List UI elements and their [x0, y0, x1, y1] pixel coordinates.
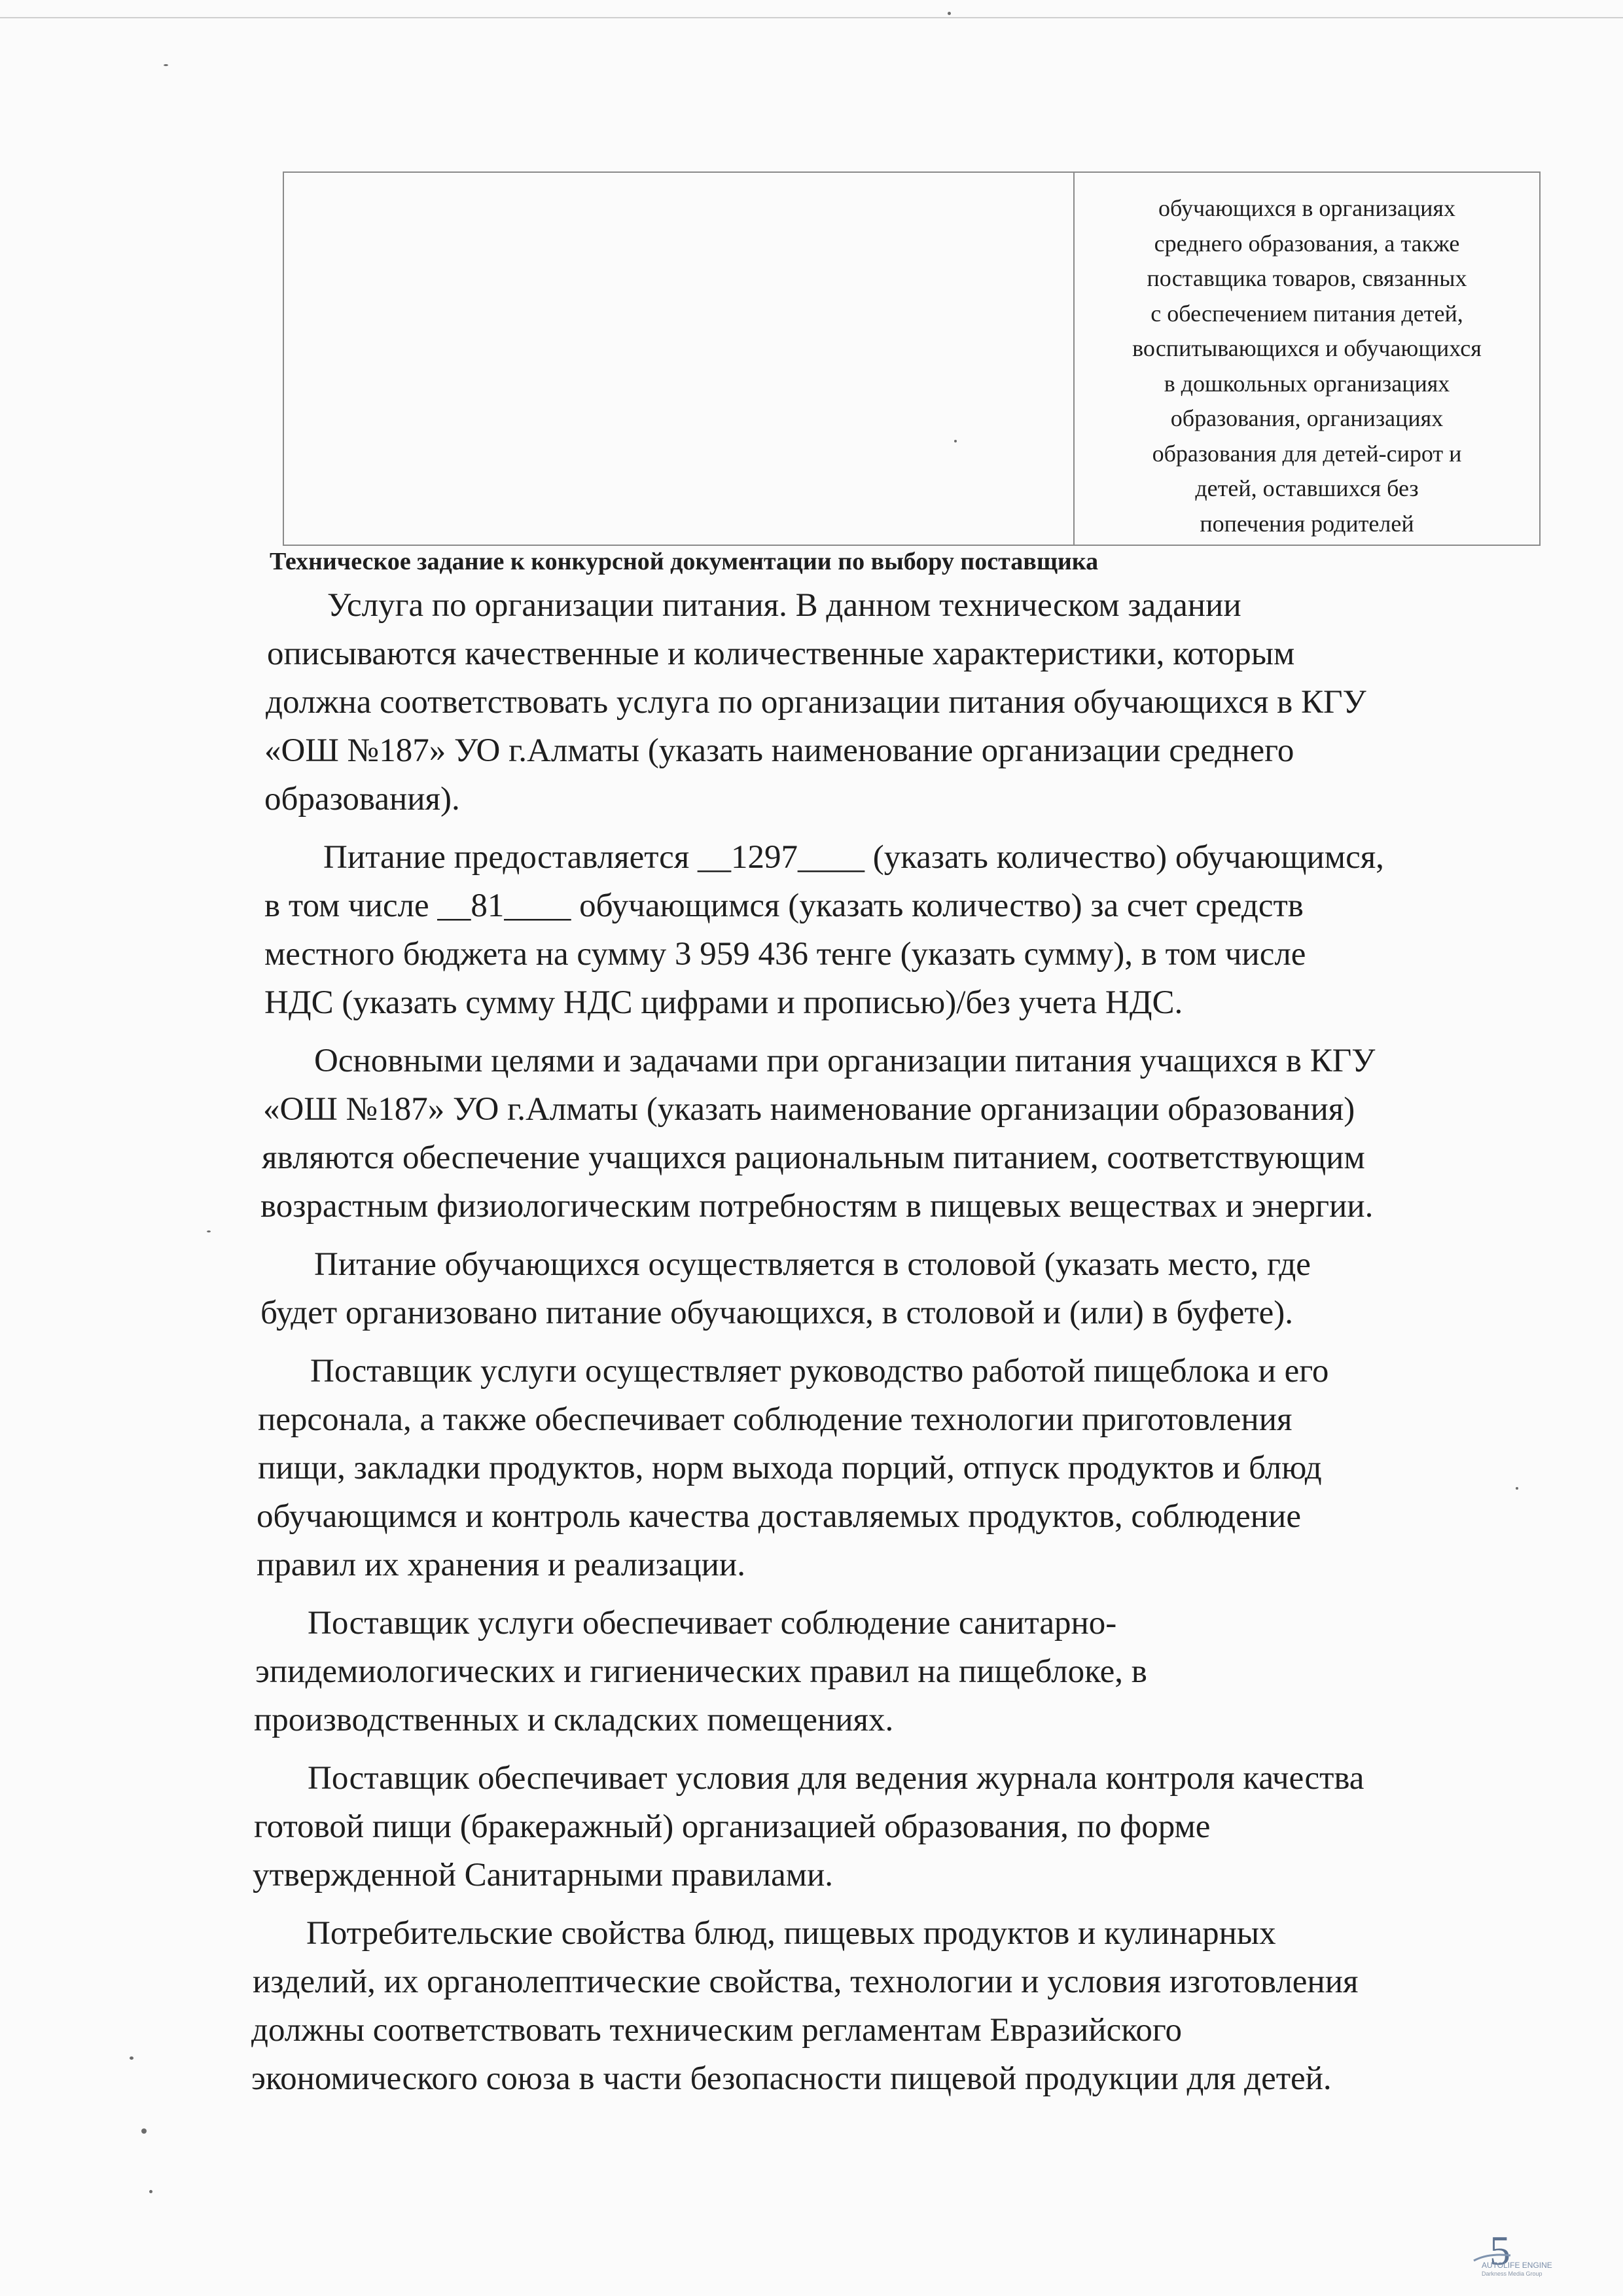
paragraph-provision-volume — [196, 833, 1544, 1027]
header-line: образования для детей-сирот и — [1152, 440, 1462, 467]
header-line: в дошкольных организациях — [1164, 370, 1450, 397]
document-title: Техническое задание к конкурсной документации по выбору поставщика — [270, 548, 1099, 575]
text-line: в том числе __81____ обучающимся (указать количество) за счет средств — [264, 888, 1304, 924]
header-empty-cell — [284, 173, 1075, 545]
logo-text: AUTOLIFE ENGINE — [1482, 2261, 1552, 2270]
logo-subtext: Darkness Media Group — [1482, 2270, 1543, 2277]
text-line: «ОШ №187» УО г.Алматы (указать наименование организации среднего — [264, 732, 1294, 769]
text-line: Основными целями и задачами при организации питания учащихся в КГУ — [314, 1043, 1376, 1079]
text-line: должна соответствовать услуга по организации питания обучающихся в КГУ — [266, 684, 1366, 721]
scan-top-edge — [0, 17, 1623, 18]
paragraph-quality-journal — [196, 1754, 1544, 1899]
header-line: обучающихся в организациях — [1158, 195, 1455, 221]
scan-speck — [149, 2190, 152, 2193]
text-line: Потребительские свойства блюд, пищевых продуктов и кулинарных — [306, 1915, 1276, 1952]
paragraph-goals — [196, 1037, 1544, 1230]
header-line: детей, оставшихся без — [1195, 475, 1419, 501]
paragraph-consumer-properties — [196, 1909, 1544, 2103]
text-line: Питание обучающихся осуществляется в столовой (указать место, где — [314, 1246, 1311, 1283]
paragraph-supplier-duties — [196, 1347, 1544, 1589]
text-line: должны соответствовать техническим регламентам Евразийского — [251, 2012, 1183, 2049]
text-line: обучающимся и контроль качества доставляемых продуктов, соблюдение — [257, 1498, 1301, 1535]
header-line: попечения родителей — [1200, 510, 1414, 537]
text-line: персонала, а также обеспечивает соблюдение технологии приготовления — [258, 1401, 1293, 1438]
header-table — [283, 171, 1541, 546]
text-line: Поставщик услуги осуществляет руководство работой пищеблока и его — [310, 1353, 1329, 1390]
text-line: НДС (указать сумму НДС цифрами и прописью)/без учета НДС. — [264, 984, 1183, 1021]
text-line: образования). — [264, 781, 460, 817]
scan-speck — [130, 2056, 134, 2060]
text-line: Поставщик услуги обеспечивает соблюдение санитарно- — [308, 1605, 1117, 1641]
text-line: будет организовано питание обучающихся, в столовой и (или) в буфете). — [260, 1295, 1294, 1331]
header-line: образования, организациях — [1170, 405, 1444, 431]
paragraph-sanitary-rules — [196, 1599, 1544, 1744]
text-line: Поставщик обеспечивает условия для ведения журнала контроля качества — [308, 1760, 1364, 1797]
text-line: готовой пищи (бракеражный) организацией образования, по форме — [254, 1808, 1211, 1845]
text-line: изделий, их органолептические свойства, технологии и условия изготовления — [253, 1964, 1359, 2000]
paragraph-service-description — [196, 581, 1544, 823]
scan-speck — [164, 64, 168, 66]
text-line: «ОШ №187» УО г.Алматы (указать наименование организации образования) — [263, 1091, 1355, 1128]
text-line: эпидемиологических и гигиенических правил на пищеблоке, в — [255, 1653, 1147, 1690]
text-line: экономического союза в части безопасности пищевой продукции для детей. — [251, 2060, 1332, 2097]
text-line: правил их хранения и реализации. — [257, 1547, 745, 1583]
paragraph-location — [196, 1240, 1544, 1337]
text-line: возрастным физиологическим потребностям в пищевых веществах и энергии. — [260, 1188, 1374, 1225]
text-line: Услуга по организации питания. В данном техническом задании — [327, 587, 1241, 624]
text-line: пищи, закладки продуктов, норм выхода порций, отпуск продуктов и блюд — [258, 1450, 1322, 1486]
text-line: описываются качественные и количественные характеристики, которым — [267, 636, 1295, 672]
scan-speck — [141, 2128, 147, 2134]
text-line: утвержденной Санитарными правилами. — [253, 1857, 834, 1893]
header-line: воспитывающихся и обучающихся — [1132, 335, 1482, 361]
header-line: среднего образования, а также — [1154, 230, 1460, 257]
page-number: 5 — [1489, 2227, 1510, 2274]
header-line: поставщика товаров, связанных — [1147, 265, 1467, 291]
header-right-cell — [1075, 173, 1539, 545]
document-body — [196, 581, 1544, 2113]
header-line: с обеспечением питания детей, — [1150, 300, 1463, 327]
text-line: местного бюджета на сумму 3 959 436 тенге (указать сумму), в том числе — [264, 936, 1306, 973]
text-line: являются обеспечение учащихся рациональным питанием, соответствующим — [262, 1139, 1365, 1176]
text-line: производственных и складских помещениях. — [254, 1702, 894, 1738]
text-line: Питание предоставляется __1297____ (указать количество) обучающимся, — [323, 839, 1384, 876]
scan-speck — [948, 12, 951, 15]
